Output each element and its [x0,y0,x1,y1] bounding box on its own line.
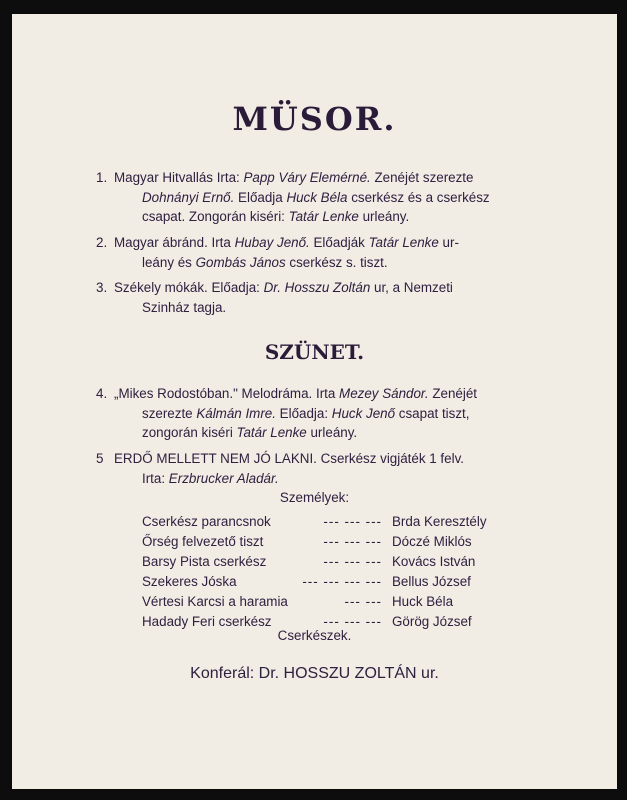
item-number: 5 [96,451,104,466]
cast-role: Cserkész parancsnok [142,514,271,529]
cast-footer: Cserkészek. [277,628,352,643]
program-item [96,168,536,227]
item-line: Irta: Erzbrucker Aladár. [142,470,279,486]
item-line: Székely mókák. Előadja: Dr. Hosszu Zoltán ur, a Nemzeti [114,280,453,295]
cast-role: Vértesi Karcsi a haramia [142,594,288,609]
program-item [96,233,536,272]
cast-list [142,514,522,634]
item-line: szerezte Kálmán Imre. Előadja: Huck Jenő csapat tiszt, [142,405,470,421]
item-number: 3. [96,280,108,295]
cast-role: Őrség felvezető tiszt [142,534,264,549]
item-line: Dohnányi Ernő. Előadja Huck Béla cserkész és a cserkész [142,189,490,205]
item-line: Magyar ábránd. Irta Hubay Jenő. Előadják Tatár Lenke ur- [114,235,459,250]
cast-actor: Bellus József [392,574,471,589]
cast-actor: Kovács István [392,554,476,569]
cast-dashes: --- --- --- [323,554,382,569]
cast-actor: Huck Béla [392,594,454,609]
item-line: csapat. Zongorán kiséri: Tatár Lenke urleány. [142,209,410,224]
cast-row [142,554,522,574]
cast-role: Szekeres Jóska [142,574,237,589]
item-number: 2. [96,235,108,250]
konferal-line: Konferál: Dr. HOSSZU ZOLTÁN ur. [190,665,439,682]
cast-actor: Görög József [392,614,472,629]
item-line: ERDŐ MELLETT NEM JÓ LAKNI. Cserkész vigjáték 1 felv. [114,451,464,466]
program-item [96,278,536,317]
cast-dashes: --- --- --- [323,534,382,549]
intermission-heading: SZÜNET. [264,340,365,364]
cast-row [142,574,522,594]
program-sheet [12,14,617,789]
page-title: MÜSOR. [232,100,397,138]
cast-heading: Személyek: [279,490,350,505]
cast-row [142,534,522,554]
cast-dashes: --- --- [344,594,382,609]
item-number: 4. [96,386,108,401]
cast-dashes: --- --- --- --- [302,574,382,589]
program-item [96,449,536,488]
cast-role: Barsy Pista cserkész [142,554,267,569]
cast-dashes: --- --- --- [323,514,382,529]
cast-actor: Brda Keresztély [392,514,487,529]
item-number: 1. [96,170,108,185]
item-line: „Mikes Rodostóban." Melodráma. Irta Mezey Sándor. Zenéjét [114,386,478,401]
cast-actor: Dóczé Miklós [392,534,472,549]
cast-row [142,594,522,614]
item-line: zongorán kiséri Tatár Lenke urleány. [142,425,358,440]
cast-role: Hadady Feri cserkész [142,614,272,629]
item-line: Magyar Hitvallás Irta: Papp Váry Elemérné. Zenéjét szerezte [114,170,474,185]
cast-dashes: --- --- --- [323,614,382,629]
cast-row [142,514,522,534]
program-item [96,384,536,443]
item-line: Szinház tagja. [142,299,227,315]
item-line: leány és Gombás János cserkész s. tiszt. [142,254,388,270]
